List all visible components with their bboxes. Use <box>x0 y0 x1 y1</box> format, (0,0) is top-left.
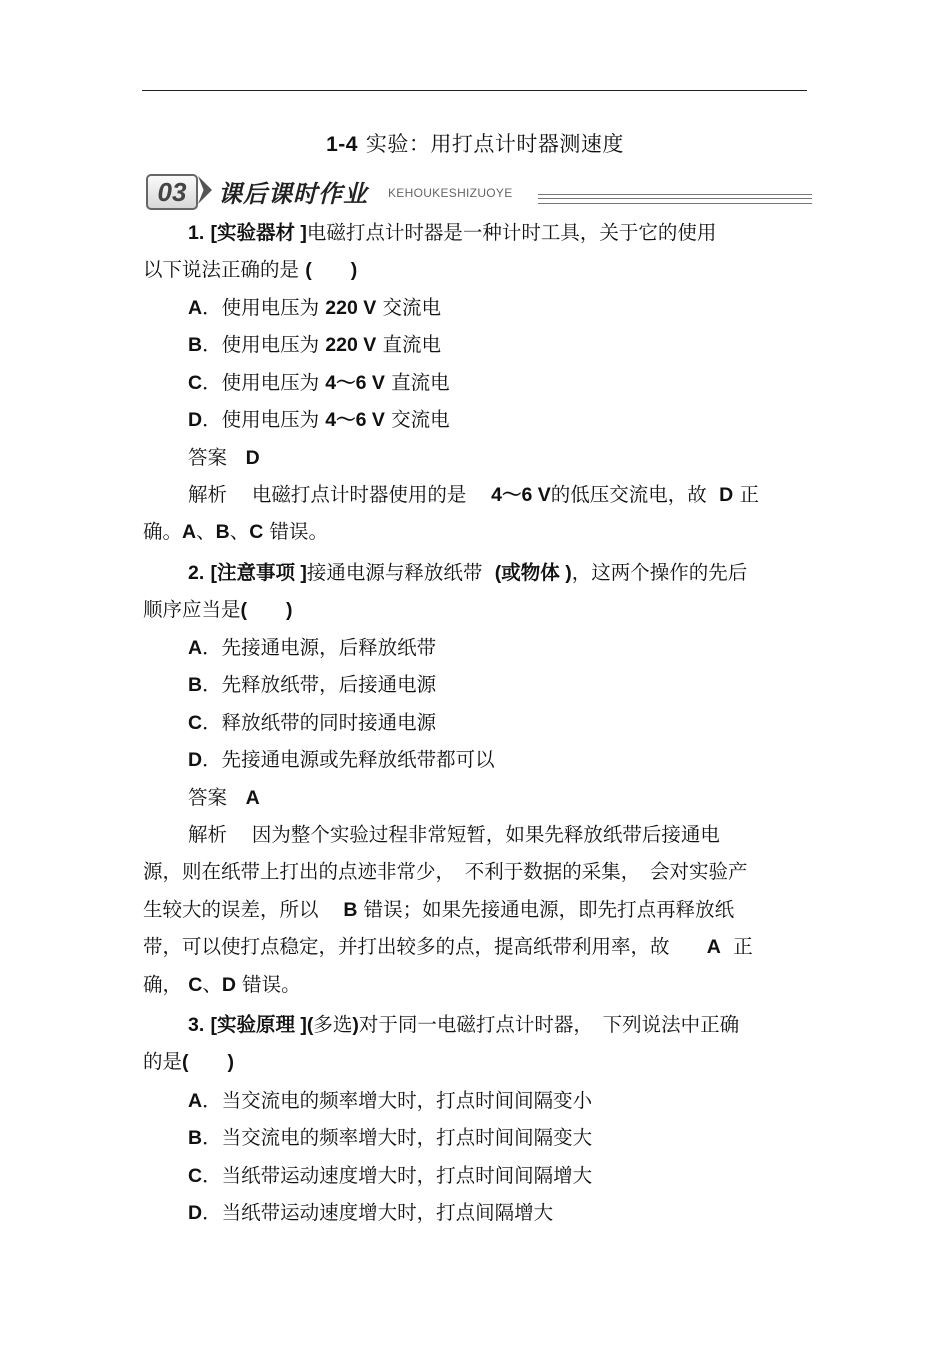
page-title <box>0 128 950 158</box>
q2-analysis-line5: 确， C、D 错误。 <box>143 973 301 996</box>
q1-analysis-line1: 解析 电磁打点计时器使用的是 4～6 V的低压交流电，故 D 正 <box>188 483 759 506</box>
q1-analysis-line2: 确。A、B、C 错误。 <box>143 520 329 543</box>
q2-tag: [注意事项 ] <box>210 562 307 584</box>
q1-option-b: B．使用电压为 220 V 直流电 <box>188 333 441 356</box>
q2-stem-line2: 顺序应当是( ) <box>143 598 293 621</box>
q1-option-d: D．使用电压为 4～6 V 交流电 <box>188 408 450 431</box>
q1-answer: 答案 D <box>188 446 260 469</box>
title-number: 1-4 <box>326 133 358 156</box>
q1-tag: [实验器材 ] <box>210 222 307 244</box>
q3-option-a: A．当交流电的频率增大时，打点时间间隔变小 <box>188 1089 593 1112</box>
q1-option-a: A．使用电压为 220 V 交流电 <box>188 296 441 319</box>
q1-stem-line1: 1. [实验器材 ]电磁打点计时器是一种计时工具，关于它的使用 <box>188 221 717 244</box>
q2-option-d: D．先接通电源或先释放纸带都可以 <box>188 748 495 771</box>
q2-option-a: A．先接通电源，后释放纸带 <box>188 636 437 659</box>
q3-option-d: D．当纸带运动速度增大时，打点间隔增大 <box>188 1201 554 1224</box>
q2-answer: 答案 A <box>188 786 260 809</box>
q2-option-b: B．先释放纸带，后接通电源 <box>188 673 437 696</box>
q3-stem-line1: 3. [实验原理 ](多选)对于同一电磁打点计时器， 下列说法中正确 <box>188 1013 740 1036</box>
title-text: 实验：用打点计时器测速度 <box>365 132 624 156</box>
q3-option-b: B．当交流电的频率增大时，打点时间间隔变大 <box>188 1126 593 1149</box>
q1-option-c: C．使用电压为 4～6 V 直流电 <box>188 371 450 394</box>
q3-stem-line2: 的是( ) <box>143 1050 235 1073</box>
q2-analysis-line3: 生较大的误差，所以 B 错误；如果先接通电源，即先打点再释放纸 <box>143 898 735 921</box>
q2-analysis-line1: 解析 因为整个实验过程非常短暂，如果先释放纸带后接通电 <box>188 823 720 846</box>
q3-tag: [实验原理 ]( <box>210 1014 314 1036</box>
q1-stem-line2: 以下说法正确的是 ( ) <box>143 258 358 281</box>
q2-analysis-line2: 源，则在纸带上打出的点迹非常少， 不利于数据的采集， 会对实验产 <box>143 860 748 883</box>
section-banner <box>146 172 812 212</box>
q2-option-c: C．释放纸带的同时接通电源 <box>188 711 437 734</box>
q1-answer-blank: ( ) <box>305 259 358 281</box>
q2-analysis-line4: 带，可以使打点稳定，并打出较多的点，提高纸带利用率，故 A 正 <box>143 935 753 958</box>
section-subtitle: KEHOUKESHIZUOYE <box>388 186 513 200</box>
section-number-badge: 03 <box>146 174 198 210</box>
section-title: 课后课时作业 <box>218 180 368 208</box>
q3-answer-blank: ( ) <box>182 1051 235 1073</box>
q2-answer-blank: ( ) <box>240 599 293 621</box>
q2-stem-line1: 2. [注意事项 ]接通电源与释放纸带 (或物体 )，这两个操作的先后 <box>188 561 748 584</box>
banner-decorative-lines <box>538 194 812 204</box>
header-rule <box>142 90 807 91</box>
arrow-icon <box>198 176 212 204</box>
q3-option-c: C．当纸带运动速度增大时，打点时间间隔增大 <box>188 1164 593 1187</box>
